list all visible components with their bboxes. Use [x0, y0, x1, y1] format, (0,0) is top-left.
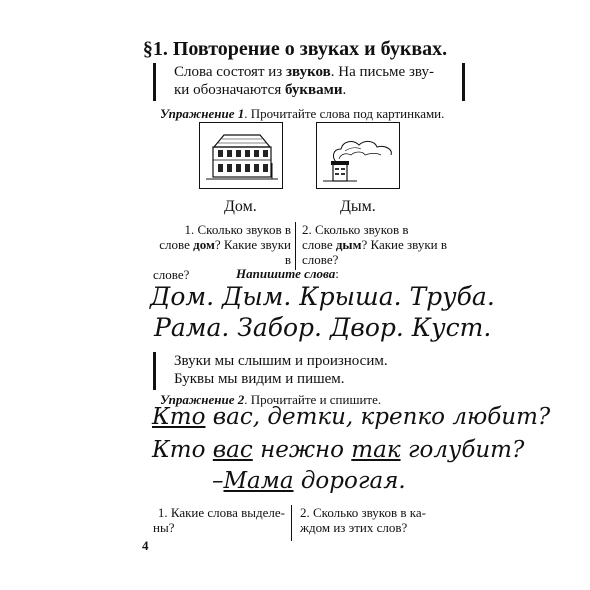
- exercise-2-label: Упражнение 2: [160, 392, 245, 407]
- column-divider-2: [291, 505, 292, 541]
- page-number: 4: [142, 538, 149, 553]
- rule-line-2: Буквы мы видим и пишем.: [174, 371, 345, 387]
- question-sound-count: 2. Сколько звуков в ка- ждом из этих слов?: [300, 505, 426, 535]
- column-divider-1: [295, 222, 296, 270]
- rule-box: [153, 352, 416, 390]
- question-2-dym: 2. Сколько звуков в слове дым? Какие звуки в слове?: [302, 222, 448, 267]
- cursive-words-line-1: Дом. Дым. Крыша. Труба.: [150, 282, 495, 311]
- poem-line-3: –Мама дорогая.: [212, 468, 406, 494]
- write-words-heading: Напишите слова:: [236, 266, 339, 281]
- definition-line-1: Слова состоят из звуков. На письме зву-: [174, 64, 434, 80]
- house-icon: [200, 123, 282, 188]
- question-1-dom: 1. Сколько звуков в слове дом? Какие звуки в слове?: [153, 222, 291, 282]
- cursive-words-line-2: Рама. Забор. Двор. Куст.: [154, 313, 492, 342]
- rule-line-1: Звуки мы слышим и произносим.: [174, 353, 388, 369]
- caption-smoke: Дым.: [340, 198, 376, 215]
- definition-box: [153, 63, 465, 101]
- write-words-label: Напишите слова: [236, 266, 336, 281]
- question-selected-words: 1. Какие слова выделе- ны?: [153, 505, 285, 535]
- exercise-1-text: . Прочитайте слова под картинками.: [244, 106, 445, 121]
- page-title: §1. Повторение о звуках и буквах.: [142, 38, 448, 60]
- caption-house: Дом.: [224, 198, 257, 215]
- poem-line-1: Кто вас, детки, крепко любит?: [152, 404, 551, 430]
- exercise-2-text: . Прочитайте и спишите.: [244, 392, 382, 407]
- exercise-1-heading: [160, 106, 444, 122]
- chimney-picture: [316, 122, 400, 189]
- chimney-smoke-icon: [317, 123, 399, 188]
- exercise-1-label: Упражнение 1: [160, 106, 245, 121]
- definition-line-2: ки обозначаются буквами.: [174, 82, 347, 98]
- poem-line-2: Кто вас нежно так голубит?: [152, 437, 525, 463]
- house-picture: [199, 122, 283, 189]
